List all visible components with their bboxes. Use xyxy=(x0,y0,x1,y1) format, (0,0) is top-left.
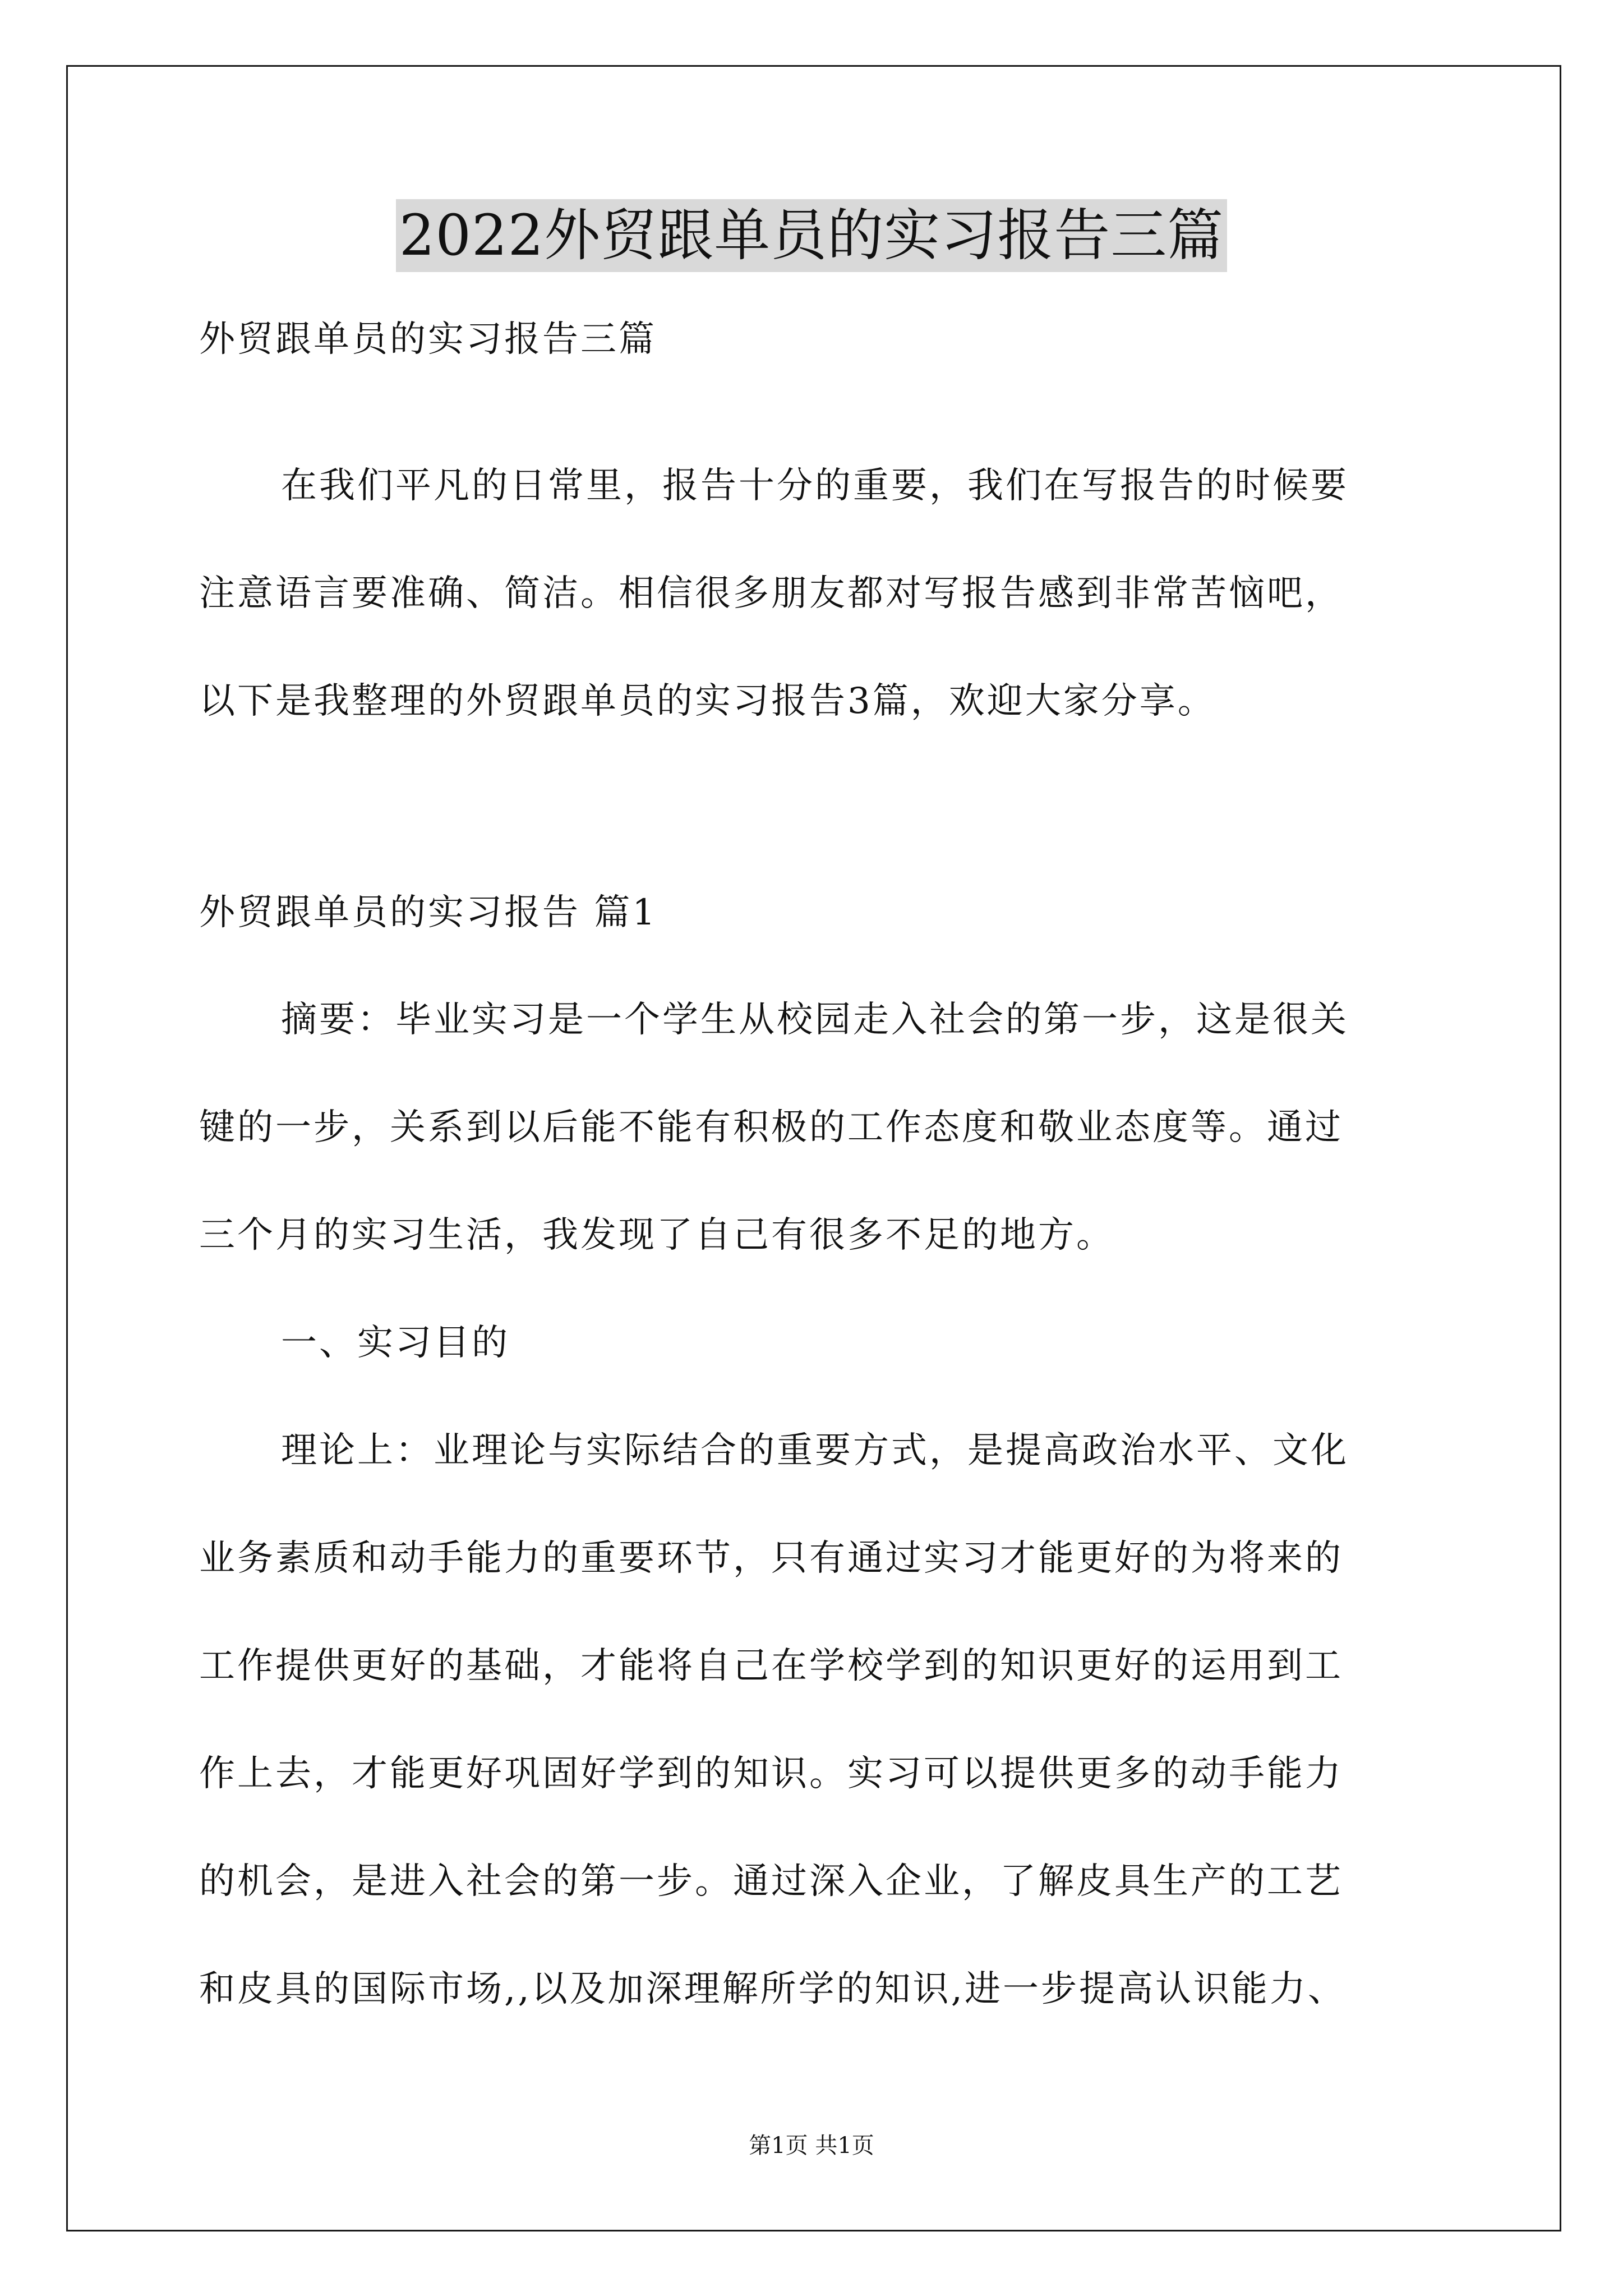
subtitle-line: 外贸跟单员的实习报告三篇 xyxy=(199,319,657,360)
intro-paragraph-line: 以下是我整理的外贸跟单员的实习报告3篇，欢迎大家分享。 xyxy=(199,680,1216,722)
abstract-paragraph-line: 键的一步，关系到以后能不能有积极的工作态度和敬业态度等。通过 xyxy=(199,1107,1343,1148)
body-paragraph-line: 理论上：业理论与实际结合的重要方式，是提高政治水平、文化 xyxy=(281,1430,1349,1471)
intro-paragraph-line: 在我们平凡的日常里，报告十分的重要，我们在写报告的时候要 xyxy=(281,465,1349,507)
body-paragraph-line: 和皮具的国际市场,,以及加深理解所学的知识,进一步提高认识能力、 xyxy=(199,1968,1347,2010)
subsection-heading: 一、实习目的 xyxy=(281,1322,510,1364)
page-footer: 第1页 共1页 xyxy=(749,2133,874,2159)
title-container xyxy=(0,199,1623,272)
body-paragraph-line: 的机会，是进入社会的第一步。通过深入企业，了解皮具生产的工艺 xyxy=(199,1861,1343,1902)
abstract-paragraph-line: 三个月的实习生活，我发现了自己有很多不足的地方。 xyxy=(199,1214,1114,1256)
body-paragraph-line: 业务素质和动手能力的重要环节，只有通过实习才能更好的为将来的 xyxy=(199,1538,1343,1579)
section-heading: 外贸跟单员的实习报告 篇1 xyxy=(199,892,658,933)
document-title: 2022外贸跟单员的实习报告三篇 xyxy=(396,199,1228,272)
body-paragraph-line: 作上去，才能更好巩固好学到的知识。实习可以提供更多的动手能力 xyxy=(199,1753,1343,1795)
body-paragraph-line: 工作提供更好的基础，才能将自己在学校学到的知识更好的运用到工 xyxy=(199,1645,1343,1687)
abstract-paragraph-line: 摘要：毕业实习是一个学生从校园走入社会的第一步，这是很关 xyxy=(281,999,1349,1041)
intro-paragraph-line: 注意语言要准确、简洁。相信很多朋友都对写报告感到非常苦恼吧， xyxy=(199,573,1343,614)
